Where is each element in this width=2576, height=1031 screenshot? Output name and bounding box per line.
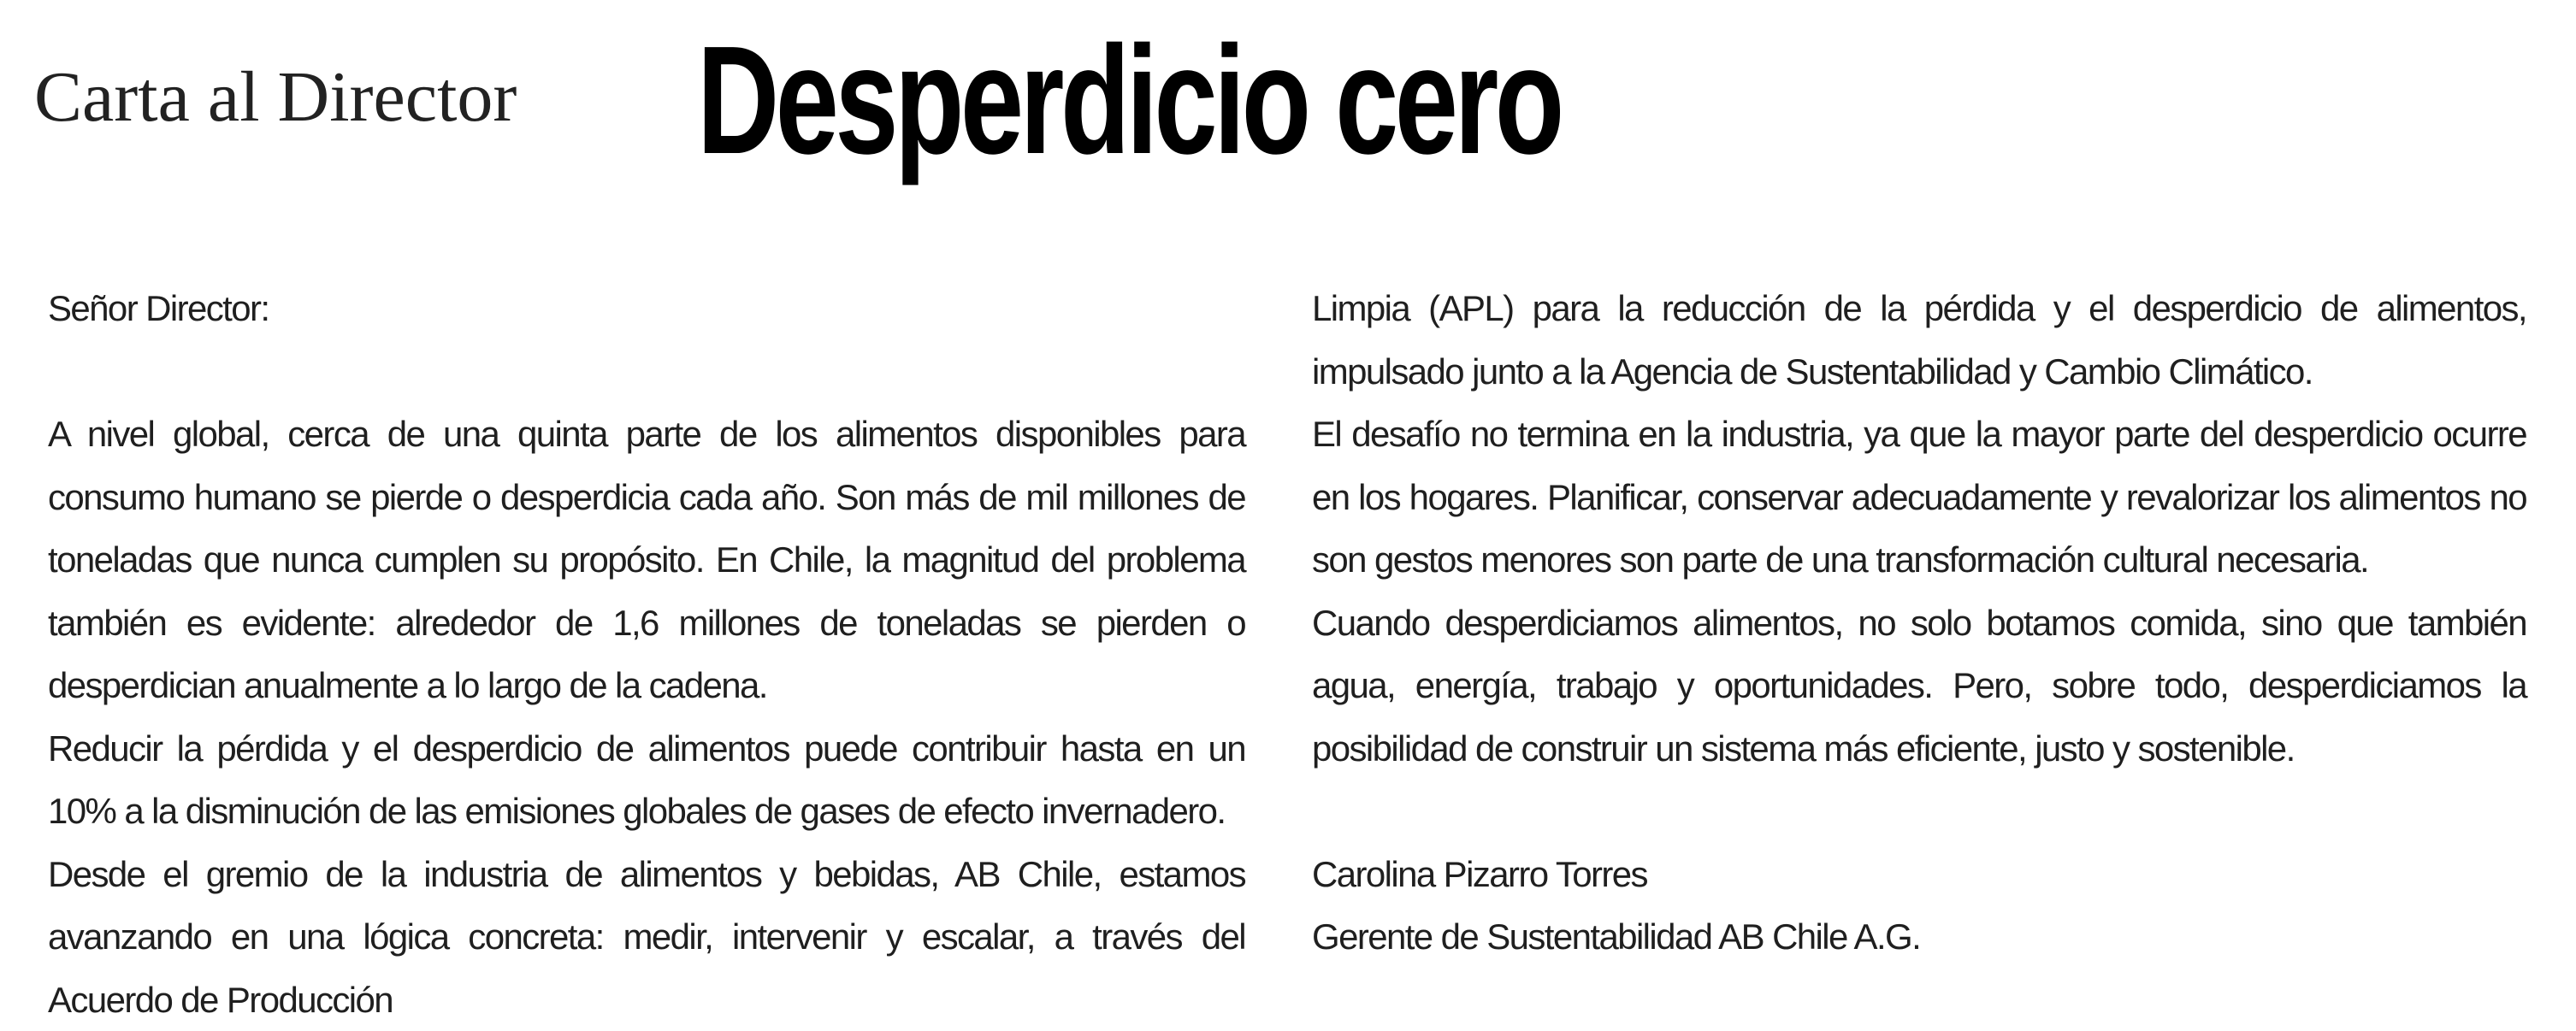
letter-column-right [1312, 277, 2526, 969]
letter-paragraph-2: Reducir la pérdida y el desperdicio de alimentos puede contribuir hasta en un 10% a la disminución de las emisiones globales de gases de efecto invernadero. [48, 717, 1245, 843]
letter-salutation: Señor Director: [48, 277, 1245, 340]
section-label: Carta al Director [34, 56, 517, 138]
signature-title: Gerente de Sustentabilidad AB Chile A.G. [1312, 905, 2526, 969]
letter-header [0, 0, 2576, 205]
headline: Desperdicio cero [697, 10, 1561, 191]
letter-paragraph-4: El desafío no termina en la industria, ya que la mayor parte del desperdicio ocurre en los hogares. Planificar, conservar adecuadamente y revalorizar los alimentos no son gestos menores son parte de una transformación cultural necesaria. [1312, 403, 2526, 592]
letter-paragraph-5: Cuando desperdiciamos alimentos, no solo botamos comida, sino que también agua, energía, trabajo y oportunidades. Pero, sobre todo, desperdiciamos la posibilidad de construir un sistema más eficiente, justo y sostenible. [1312, 592, 2526, 781]
letter-paragraph-3-start: Desde el gremio de la industria de alimentos y bebidas, AB Chile, estamos avanzando en una lógica concreta: medir, intervenir y escalar, a través del Acuerdo de Producción [48, 843, 1245, 1031]
letter-paragraph-3-end: Limpia (APL) para la reducción de la pérdida y el desperdicio de alimentos, impulsado junto a la Agencia de Sustentabilidad y Cambio Climático. [1312, 277, 2526, 403]
letter-column-left [48, 277, 1245, 1031]
letter-paragraph-1: A nivel global, cerca de una quinta parte de los alimentos disponibles para consumo humano se pierde o desperdicia cada año. Son más de mil millones de toneladas que nunca cumplen su propósito. En Chile, la magnitud del problema también es evidente: alrededor de 1,6 millones de toneladas se pierden o desperdician anualmente a lo largo de la cadena. [48, 403, 1245, 717]
signature-name: Carolina Pizarro Torres [1312, 843, 2526, 906]
